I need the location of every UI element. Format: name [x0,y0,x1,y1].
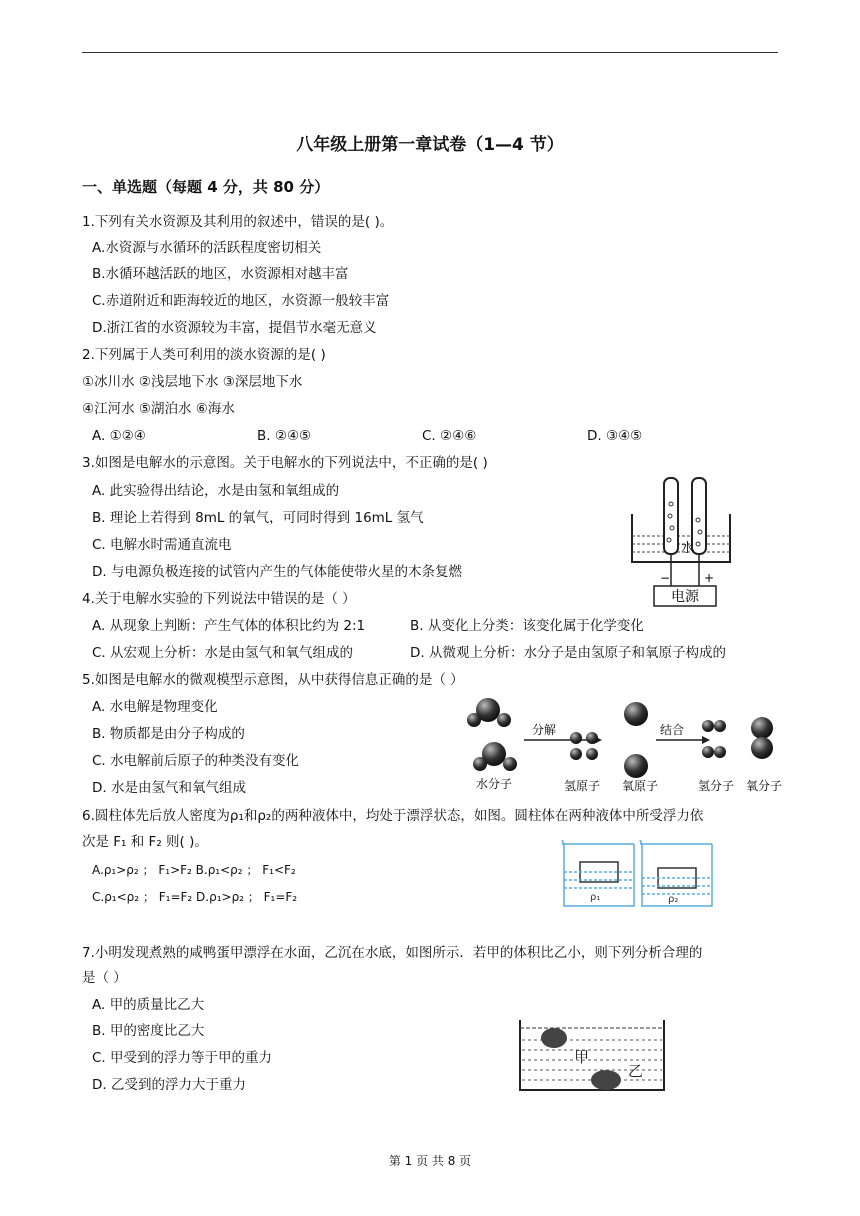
section-heading: 一、单选题（每题 4 分，共 80 分） [82,178,330,196]
water-electrolysis-molecular-model-figure [466,696,796,798]
water-label: 水 [681,541,695,556]
q6-options-row-1: A.ρ₁>ρ₂ ； F₁>F₂ B.ρ₁<ρ₂ ； F₁<F₂ [92,863,296,877]
egg-jia [541,1028,567,1048]
q4-options-row-1 [92,616,644,636]
salted-eggs-figure [518,1018,668,1096]
q2-list-1: ①冰川水 ②浅层地下水 ③深层地下水 [82,374,303,390]
oxygen-atoms [624,702,648,778]
rho2-label: ρ₂ [668,894,679,905]
q3-option-b: B. 理论上若得到 8mL 的氧气，可同时得到 16mL 氢气 [92,510,424,526]
q2-option-a: A. ①②④ [92,428,146,444]
q4-stem: 4.关于电解水实验的下列说法中错误的是（ ） [82,591,356,607]
hydrogen-atoms [570,732,598,760]
q5-option-a: A. 水电解是物理变化 [92,699,218,715]
q3-option-c: C. 电解水时需通直流电 [92,537,232,553]
exam-title: 八年级上册第一章试卷（1—4 节） [296,135,564,155]
decompose-label: 分解 [532,723,557,737]
q5-stem: 5.如图是电解水的微观模型示意图，从中获得信息正确的是（ ） [82,672,464,688]
q5-option-d: D. 水是由氢气和氧气组成 [92,780,246,796]
page-footer: 第 1 页 共 8 页 [388,1154,472,1168]
q6-stem-line-1: 6.圆柱体先后放人密度为ρ₁和ρ₂的两种液体中，均处于漂浮状态，如图。圆柱体在两种液体中所受浮力依 [82,808,704,824]
q7-stem-line-1: 7.小明发现煮熟的咸鸭蛋甲漂浮在水面，乙沉在水底，如图所示．若甲的体积比乙小，则下列分析合理的 [82,945,703,961]
q5-option-c: C. 水电解前后原子的种类没有变化 [92,753,300,769]
q2-option-d: D. ③④⑤ [587,428,643,444]
minus-label: − [660,571,671,585]
q3-stem: 3.如图是电解水的示意图。关于电解水的下列说法中，不正确的是( ) [82,455,488,471]
q6-stem-line-2: 次是 F₁ 和 F₂ 则( )。 [82,834,208,850]
power-source-label: 电源 [671,589,699,605]
q2-list-2: ④江河水 ⑤湖泊水 ⑥海水 [82,401,235,417]
q4-option-d: D. 从微观上分析：水分子是由氢原子和氧原子构成的 [410,645,726,661]
hydrogen-atom-label: 氢原子 [564,779,601,793]
water-molecule-label: 水分子 [476,777,513,791]
q3-option-d: D. 与电源负极连接的试管内产生的气体能使带火星的木条复燃 [92,564,462,580]
q7-option-b: B. 甲的密度比乙大 [92,1023,205,1039]
q4-option-c: C. 从宏观上分析：水是由氢气和氧气组成的 [92,645,354,661]
yi-label: 乙 [628,1062,644,1080]
q2-options [92,426,752,446]
electrolysis-apparatus-figure [626,474,736,610]
q7-stem-line-2: 是（ ） [82,970,127,986]
q1-option-c: C.赤道附近和距海较近的地区，水资源一般较丰富 [92,293,390,309]
q1-option-b: B.水循环越活跃的地区，水资源相对越丰富 [92,266,349,282]
q5-option-b: B. 物质都是由分子构成的 [92,726,245,742]
jia-label: 甲 [574,1048,590,1066]
q3-option-a: A. 此实验得出结论，水是由氢和氧组成的 [92,483,340,499]
q2-option-b: B. ②④⑤ [257,428,312,444]
oxygen-atom-label: 氧原子 [622,779,659,793]
oxygen-molecule [751,717,773,759]
q6-options-row-2: C.ρ₁<ρ₂ ； F₁=F₂ D.ρ₁>ρ₂ ； F₁=F₂ [92,890,298,904]
q4-options-row-2 [92,643,726,663]
q7-option-a: A. 甲的质量比乙大 [92,997,205,1013]
q1-option-a: A.水资源与水循环的活跃程度密切相关 [92,240,322,256]
hydrogen-molecule-label: 氢分子 [698,779,735,793]
oxygen-molecule-label: 氧分子 [746,779,783,793]
egg-yi [591,1070,621,1090]
q4-option-b: B. 从变化上分类：该变化属于化学变化 [410,618,644,634]
q1-option-d: D.浙江省的水资源较为丰富，提倡节水毫无意义 [92,320,377,336]
combine-label: 结合 [660,723,685,737]
rho1-label: ρ₁ [590,892,601,903]
q1-stem: 1.下列有关水资源及其利用的叙述中，错误的是( )。 [82,214,394,230]
q4-option-a: A. 从现象上判断：产生气体的体积比约为 2:1 [92,618,366,634]
q2-stem: 2.下列属于人类可利用的淡水资源的是( ) [82,347,326,363]
floating-cylinder-figure [560,838,760,910]
q7-option-d: D. 乙受到的浮力大于重力 [92,1077,246,1093]
header-rule [82,52,778,53]
plus-label: + [704,571,715,585]
q2-option-c: C. ②④⑥ [422,428,477,444]
q7-option-c: C. 甲受到的浮力等于甲的重力 [92,1050,273,1066]
